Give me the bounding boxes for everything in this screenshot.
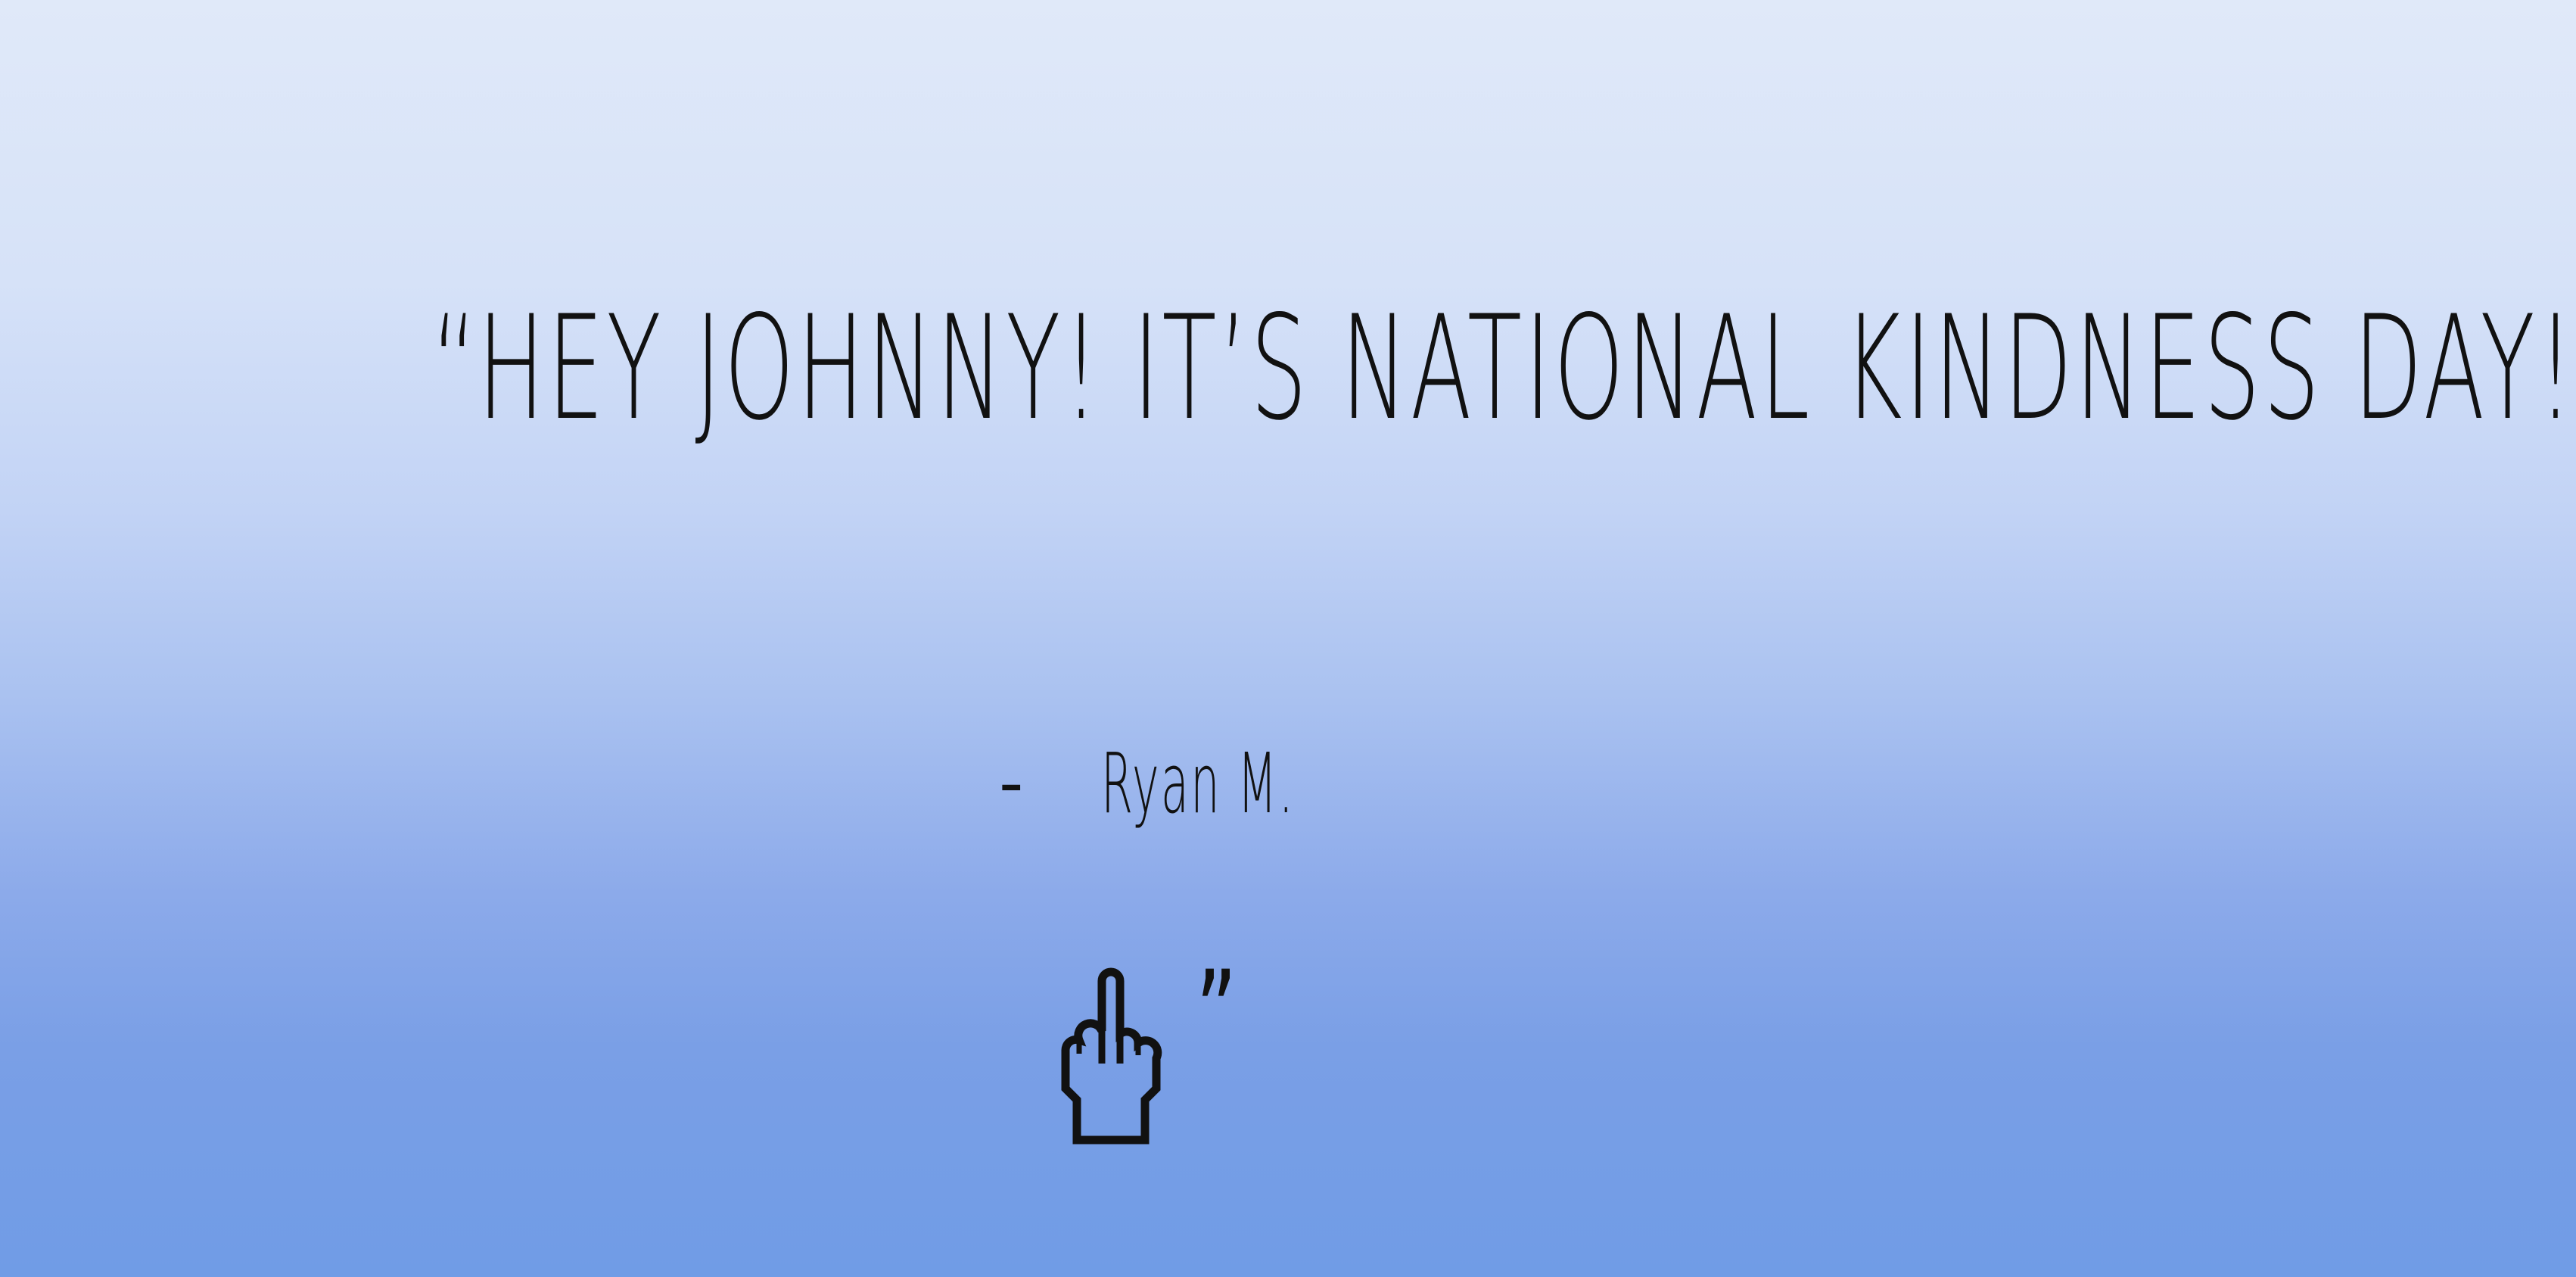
attribution xyxy=(984,734,1332,833)
attribution-dash: - xyxy=(999,743,1024,823)
attribution-name: Ryan M. xyxy=(1101,735,1296,832)
quote-text: “HEY JOHNNY! IT’S NATIONAL KINDNESS DAY! xyxy=(431,285,2576,452)
closing-quote-mark: ” xyxy=(1196,947,1237,1079)
middle-finger-hand-icon xyxy=(1043,961,1179,1151)
